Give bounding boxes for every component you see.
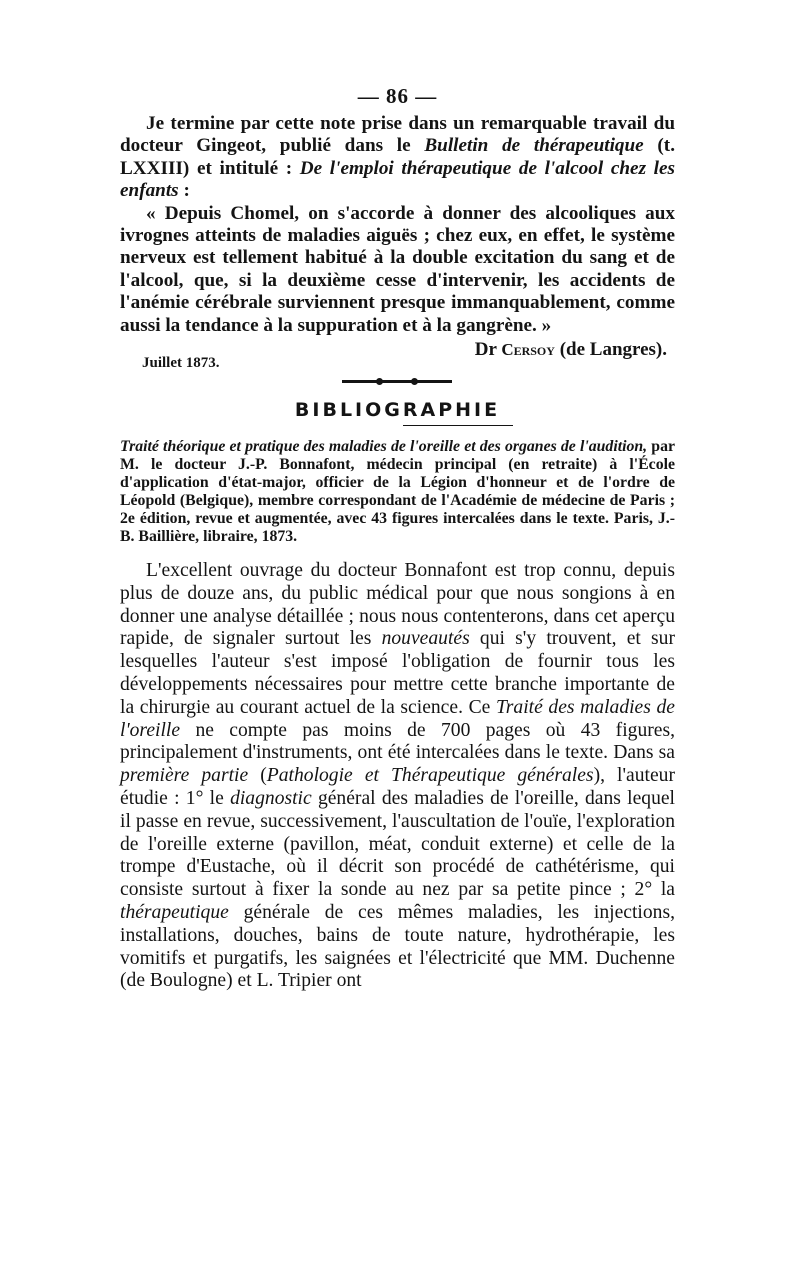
section-underline — [403, 425, 513, 426]
text-column — [120, 84, 675, 993]
note-text: Je termine par cette note prise dans un remarquable travail du docteur Gingeot, publié dans le — [120, 113, 675, 157]
article-title: De l'emploi thérapeutique de l'alcool chez les enfants — [120, 157, 675, 202]
review-text-2: qui s'y trouvent, et sur lesquelles l'auteur s'est imposé l'obligation de fournir tous les développements nécessaires pour mettre cette branche importante de la chirurgie au courant actuel de la science. Ce — [120, 628, 676, 718]
review-emph-premiere-partie: première partie — [120, 765, 249, 787]
signature-prefix: Dr — [474, 339, 502, 361]
journal-title: Bulletin de thérapeutique — [424, 135, 644, 157]
review-emph-therapeutique: thérapeutique — [120, 902, 229, 924]
review-text-4: ( — [248, 765, 267, 787]
signature-suffix: (de Langres). — [554, 339, 667, 361]
ornamental-rule — [342, 380, 452, 383]
review-text-5: ), l'auteur étudie : 1° le — [120, 765, 675, 810]
review-text-7: générale de ces mêmes maladies, les injections, installations, douches, bains de toute nature, hydrothérapie, les vomitifs et purgatifs, les saignées et l'électricité que MM. Duchenne (de Boulogne) et L. Tripier ont — [120, 902, 675, 992]
review-text-3: ne compte pas moins de 700 pages où 43 figures, principalement d'instruments, ont été intercalées dans le texte. Dans sa — [120, 719, 675, 764]
signature-name: Cersoy — [501, 340, 555, 360]
review-text-1: L'excellent ouvrage du docteur Bonnafont est trop connu, depuis plus de douze ans, du public médical pour que nous songions à en donner une analyse détaillée ; nous nous contenterons, dans cet aperçu rapide, de signaler surtout les — [120, 560, 675, 650]
page-number: — 86 — — [357, 84, 438, 108]
note-text-2: (t. LXXIII) et intitulé : — [120, 135, 675, 179]
book-title: Traité théorique et pratique des maladies de l'oreille et des organes de l'audition, — [120, 438, 648, 456]
closing-note — [120, 113, 675, 337]
quotation: « Depuis Chomel, on s'accorde à donner des alcooliques aux ivrognes atteints de maladies aiguës ; chez eux, en effet, le système nerveux est tellement habitué à la double excitation du sang et de l'alcool, que, si la deuxième cesse d'intervenir, les accidents de l'anémie cérébrale surviennent presque immanquablement, comme aussi la tendance à la suppuration et à la gangrène. » — [120, 202, 675, 336]
section-title: BIBLIOGRAPHIE — [294, 399, 501, 422]
review-emph-pathologie: Pathologie et Thérapeutique générales — [266, 765, 594, 787]
review-emph-diagnostic: diagnostic — [230, 788, 312, 810]
book-details: par M. le docteur J.-P. Bonnafont, médecin principal (en retraite) à l'École d'application d'état-major, officier de la Légion d'honneur et de l'ordre de Léopold (Belgique), membre correspondant de l'Académie de médecine de Paris ; 2e édition, revue et augmentée, avec 43 figures intercalées dans le texte. Paris, J.-B. Baillière, libraire, 1873. — [120, 438, 675, 546]
note-date: Juillet 1873. — [142, 355, 220, 372]
review-paragraph — [120, 560, 675, 993]
bibliography-entry — [120, 438, 675, 546]
signature — [475, 339, 667, 361]
note-text-3: : — [178, 180, 190, 202]
signature-block — [120, 339, 675, 383]
review-emph-traite: Traité des maladies de l'oreille — [120, 696, 675, 741]
review-text-6: général des maladies de l'oreille, dans lequel il passe en revue, successivement, l'auscultation de l'ouïe, l'exploration de l'oreille externe (pavillon, méat, conduit externe) et celle de la trompe d'Eustache, où il décrit son procédé de cathétérisme, qui consiste surtout à fixer la sonde au nez par sa petite pince ; 2° la — [120, 788, 676, 901]
review-emph-nouveautes: nouveautés — [381, 628, 470, 650]
